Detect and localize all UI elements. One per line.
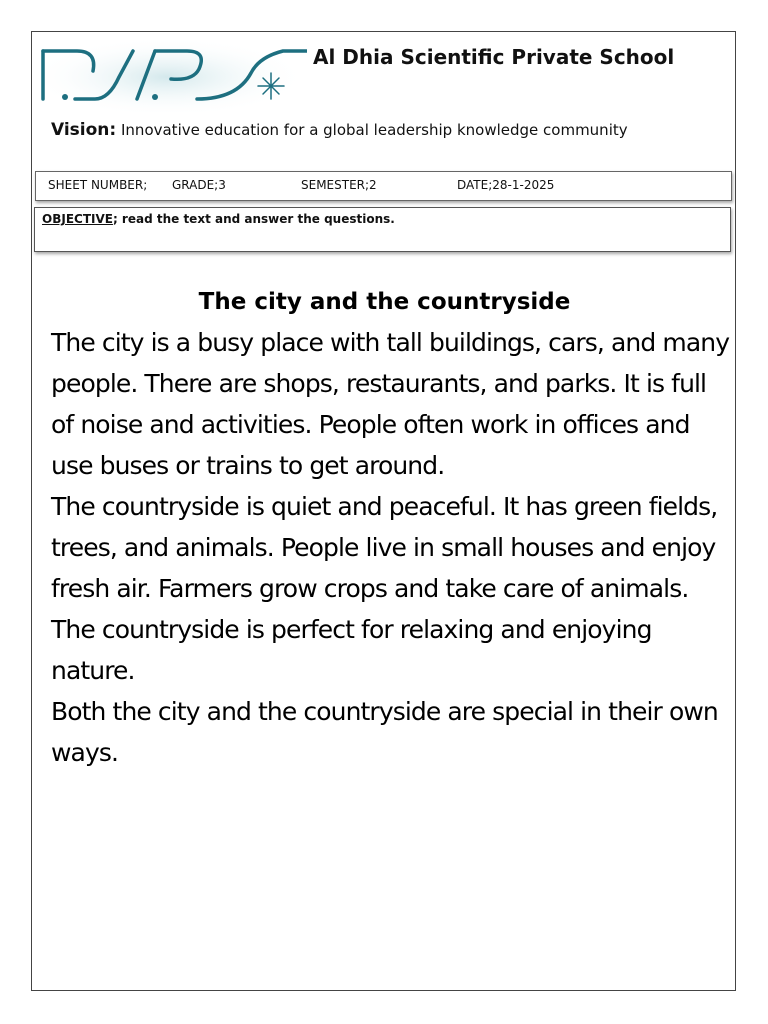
date: DATE;28-1-2025 [457,178,555,192]
vision-statement [51,120,711,141]
reading-passage [51,322,735,773]
worksheet-page [31,31,736,991]
paragraph: Both the city and the countryside are special in their own ways. [51,697,718,767]
grade: GRADE;3 [172,178,226,192]
semester: SEMESTER;2 [301,178,377,192]
objective-text: ; read the text and answer the questions. [112,212,395,226]
sheet-number: SHEET NUMBER; [48,178,148,192]
vision-label: Vision: [51,120,117,140]
objective-label: OBJECTIVE [42,212,113,226]
reading-title: The city and the countryside [198,289,571,315]
school-name: Al Dhia Scientific Private School [313,45,675,69]
paragraph: The countryside is quiet and peaceful. It has green fields, trees, and animals. People live in small houses and enjoy fresh air. Farmers grow crops and take care of animals. The countryside is perfect for relaxing and enjoying nature. [51,492,718,685]
objective-box [34,207,731,252]
sheet-info-bar [35,171,732,201]
school-logo [37,37,307,112]
paragraph: The city is a busy place with tall buildings, cars, and many people. There are shops, restaurants, and parks. It is full of noise and activities. People often work in offices and use buses or trains to get around. [51,328,730,480]
vision-text: Innovative education for a global leadership knowledge community [121,121,628,139]
